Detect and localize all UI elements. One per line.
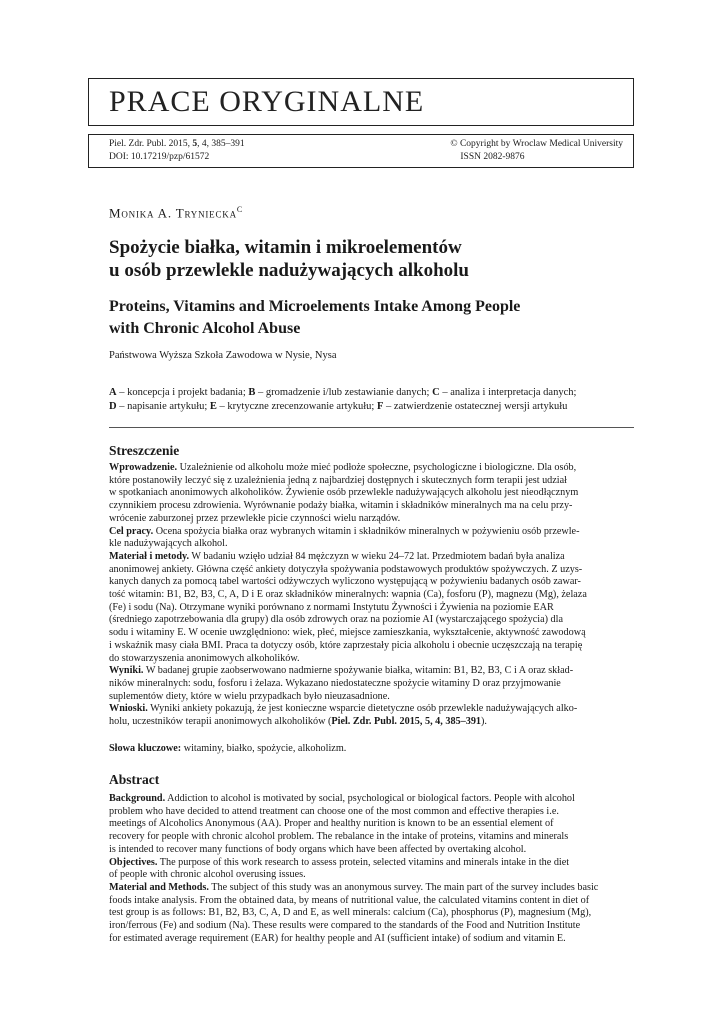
- contribution-key: F: [376, 401, 384, 412]
- copyright-info: [450, 138, 623, 164]
- text-line: problem who have decided to attend treatment can choose one of the most common and effective therapies i.e.: [109, 805, 559, 817]
- abstract-heading: Abstract: [109, 772, 160, 787]
- citation-prefix: Piel. Zdr. Publ. 2015,: [109, 139, 191, 149]
- text-line: tość witamin: B1, B2, B3, C, A, D i E oraz składników mineralnych: wapnia (Ca), fosforu (P), magnezu (Mg), żelaza: [109, 589, 587, 601]
- paragraph-label: Materiał i metody.: [109, 550, 190, 562]
- section-title: PRACE ORYGINALNE: [109, 85, 425, 118]
- article-title-pl: [109, 236, 629, 282]
- text-line: Objectives. The purpose of this work research to assess protein, selected vitamins and minerals intake in the diet: [109, 856, 570, 868]
- text-line: (Fe) i sodu (Na). Otrzymane wyniki porównano z normami Instytutu Żywności i Żywienia na poziomie EAR: [109, 601, 554, 613]
- text-line: (średniego zapotrzebowania dla grupy) dla osób zdrowych oraz na poziomie AI (wystarczającego spożycia) dla: [109, 614, 564, 626]
- citation-suffix: , 4, 385–391: [197, 139, 245, 149]
- paragraph-label: Material and Methods.: [109, 881, 209, 893]
- contribution-text: – zatwierdzenie ostatecznej wersji artykułu: [383, 401, 568, 412]
- text-line: w spotkaniach anonimowych alkoholików. Żywienie osób przewlekle nadużywających alkoholu jest nieodłącznym: [109, 487, 579, 499]
- contribution-key: A: [109, 387, 117, 398]
- text-line: Wnioski. Wyniki ankiety pokazują, że jest konieczne wsparcie dietetyczne osób przewlekle nadużywających alko-: [109, 703, 578, 715]
- citation-info: [109, 138, 245, 164]
- copyright: © Copyright by Wroclaw Medical University: [450, 139, 623, 149]
- text-line: Background. Addiction to alcohol is motivated by social, psychological or biological factors. People with alcohol: [109, 793, 575, 804]
- text-line: Cel pracy. Ocena spożycia białka oraz wybranych witamin i składników mineralnych w pożywieniu osób przewle-: [109, 525, 580, 537]
- text-line: suplementów diety, które w wielu przypadkach było nieuzasadnione.: [109, 690, 390, 702]
- contribution-text: – analiza i interpretacja danych;: [439, 387, 577, 398]
- text-line: i wskaźnik masy ciała BMI. Praca ta dotyczy osób, które zaprzestały picia alkoholu i obecnie uczęszczają na terapię: [109, 639, 583, 651]
- contribution-text: – koncepcja i projekt badania;: [116, 387, 249, 398]
- section-header-box: [88, 78, 634, 126]
- author: [109, 205, 243, 221]
- affiliation: Państwowa Wyższa Szkoła Zawodowa w Nysie, Nysa: [109, 350, 337, 361]
- text-line: iron/ferrous (Fe) and sodium (Na). These results were compared to the standards of the Food and Nutrition Institute: [109, 920, 581, 932]
- contribution-line: [109, 386, 629, 400]
- contribution-key: B: [248, 387, 256, 398]
- text-line: wrócenie zaburzonej przez przewlekłe picie czynności wielu narządów.: [109, 512, 401, 524]
- doi: DOI: 10.17219/pzp/61572: [109, 152, 210, 162]
- contribution-text: – krytyczne zrecenzowanie artykułu;: [216, 401, 377, 412]
- streszczenie-heading: Streszczenie: [109, 443, 180, 458]
- contribution-key: E: [209, 401, 217, 412]
- text-line: czynnikiem procesu zdrowienia. Wyrównanie podaży białka, witamin i składników mineralnych ma na celu przy-: [109, 500, 573, 512]
- abstract-body: [109, 793, 639, 945]
- paragraph-label: Background.: [109, 793, 166, 804]
- text-line: Wyniki. W badanej grupie zaobserwowano nadmierne spożywanie białka, witamin: B1, B2, B3, C i A oraz skład-: [109, 665, 574, 677]
- streszczenie-body: [109, 462, 639, 729]
- text-line: Material and Methods. The subject of this study was an anonymous survey. The main part of the survey includes basic: [109, 881, 599, 893]
- text-line: anonimowej ankiety. Główna część ankiety dotyczyła spożywania podstawowych produktów spożywczych. Z uzys-: [109, 563, 583, 575]
- keywords-text: witaminy, białko, spożycie, alkoholizm.: [181, 743, 347, 754]
- text-line: foods intake analysis. From the obtained data, by means of nutritional value, the calculated vitamins content in diet of: [109, 894, 590, 906]
- text-line: do stowarzyszenia anonimowych alkoholików.: [109, 652, 300, 664]
- text-line: Materiał i metody. W badaniu wzięło udział 84 mężczyzn w wieku 24–72 lat. Przedmiotem badań była analiza: [109, 550, 565, 562]
- text-line: of people with chronic alcohol overusing issues.: [109, 869, 306, 881]
- text-line: for estimated average requirement (EAR) for healthy people and AI (sufficient intake) of sodium and vitamin E.: [109, 932, 566, 944]
- text-line: ników mineralnych: sodu, fosforu i żelaza. Wykazano niedostateczne spożycie witaminy D oraz przyjmowanie: [109, 677, 561, 689]
- journal-meta: [88, 134, 634, 168]
- title-en-line: Proteins, Vitamins and Microelements Intake Among People: [109, 298, 521, 315]
- text-line: test group is as follows: B1, B2, B3, C, A, D and E, as well minerals: calcium (Ca), phosphorus (P), magnesium (Mg),: [109, 907, 592, 919]
- text-line: holu, uczestników terapii anonimowych alkoholików (Piel. Zdr. Publ. 2015, 5, 4, 385–391).: [109, 716, 487, 728]
- issn: ISSN 2082-9876: [460, 152, 525, 162]
- author-role-mark: C: [236, 205, 244, 214]
- contribution-line: [109, 400, 629, 414]
- contribution-key: D: [109, 401, 117, 412]
- contributions: [109, 386, 629, 414]
- article-title-en: [109, 296, 629, 340]
- citation: Piel. Zdr. Publ. 2015, 5, 4, 385–391: [331, 716, 482, 728]
- title-en-line: with Chronic Alcohol Abuse: [109, 320, 301, 337]
- text-line: sodu i witaminy E. W ocenie uwzględniono: wiek, płeć, miejsce zamieszkania, wykształcenie, aktywność zawodową: [109, 627, 586, 639]
- keywords-label: Słowa kluczowe:: [109, 743, 182, 754]
- text-line: recovery for people with chronic alcohol problem. The rebalance in the intake of proteins, vitamins and minerals: [109, 831, 569, 843]
- paragraph-label: Objectives.: [109, 856, 158, 868]
- title-pl-line: Spożycie białka, witamin i mikroelementów: [109, 237, 462, 258]
- title-pl-line: u osób przewlekle nadużywających alkoholu: [109, 260, 469, 281]
- keywords: [109, 743, 346, 754]
- contribution-key: C: [432, 387, 440, 398]
- contribution-text: – gromadzenie i/lub zestawianie danych;: [255, 387, 433, 398]
- text-line: kle nadużywających alkohol.: [109, 538, 228, 550]
- author-name: Monika A. Trynieckа: [109, 205, 237, 221]
- text-line: kanych danych za pomocą tabel wartości odżywczych wyliczono występującą w pożywieniu badanych osób zawar-: [109, 576, 581, 588]
- paragraph-label: Wnioski.: [109, 703, 148, 715]
- paragraph-label: Wprowadzenie.: [109, 462, 178, 473]
- text-line: które postanowiły leczyć się z uzależnienia jedną z najbardziej dostępnych i skutecznych form terapii jest udział: [109, 474, 567, 486]
- divider: [109, 427, 634, 428]
- text-line: is intended to recover many functions of body organs which have been affected by overtaking alcohol.: [109, 843, 527, 855]
- contribution-text: – napisanie artykułu;: [116, 401, 210, 412]
- paragraph-label: Wyniki.: [109, 665, 144, 677]
- text-line: meetings of Alcoholics Anonymous (AA). Proper and healthy nurition is known to be an essential element of: [109, 818, 554, 830]
- citation-volume: 5: [192, 139, 198, 149]
- text-line: Wprowadzenie. Uzależnienie od alkoholu może mieć podłoże społeczne, psychologiczne i biologiczne. Dla osób,: [109, 462, 577, 473]
- paragraph-label: Cel pracy.: [109, 525, 154, 537]
